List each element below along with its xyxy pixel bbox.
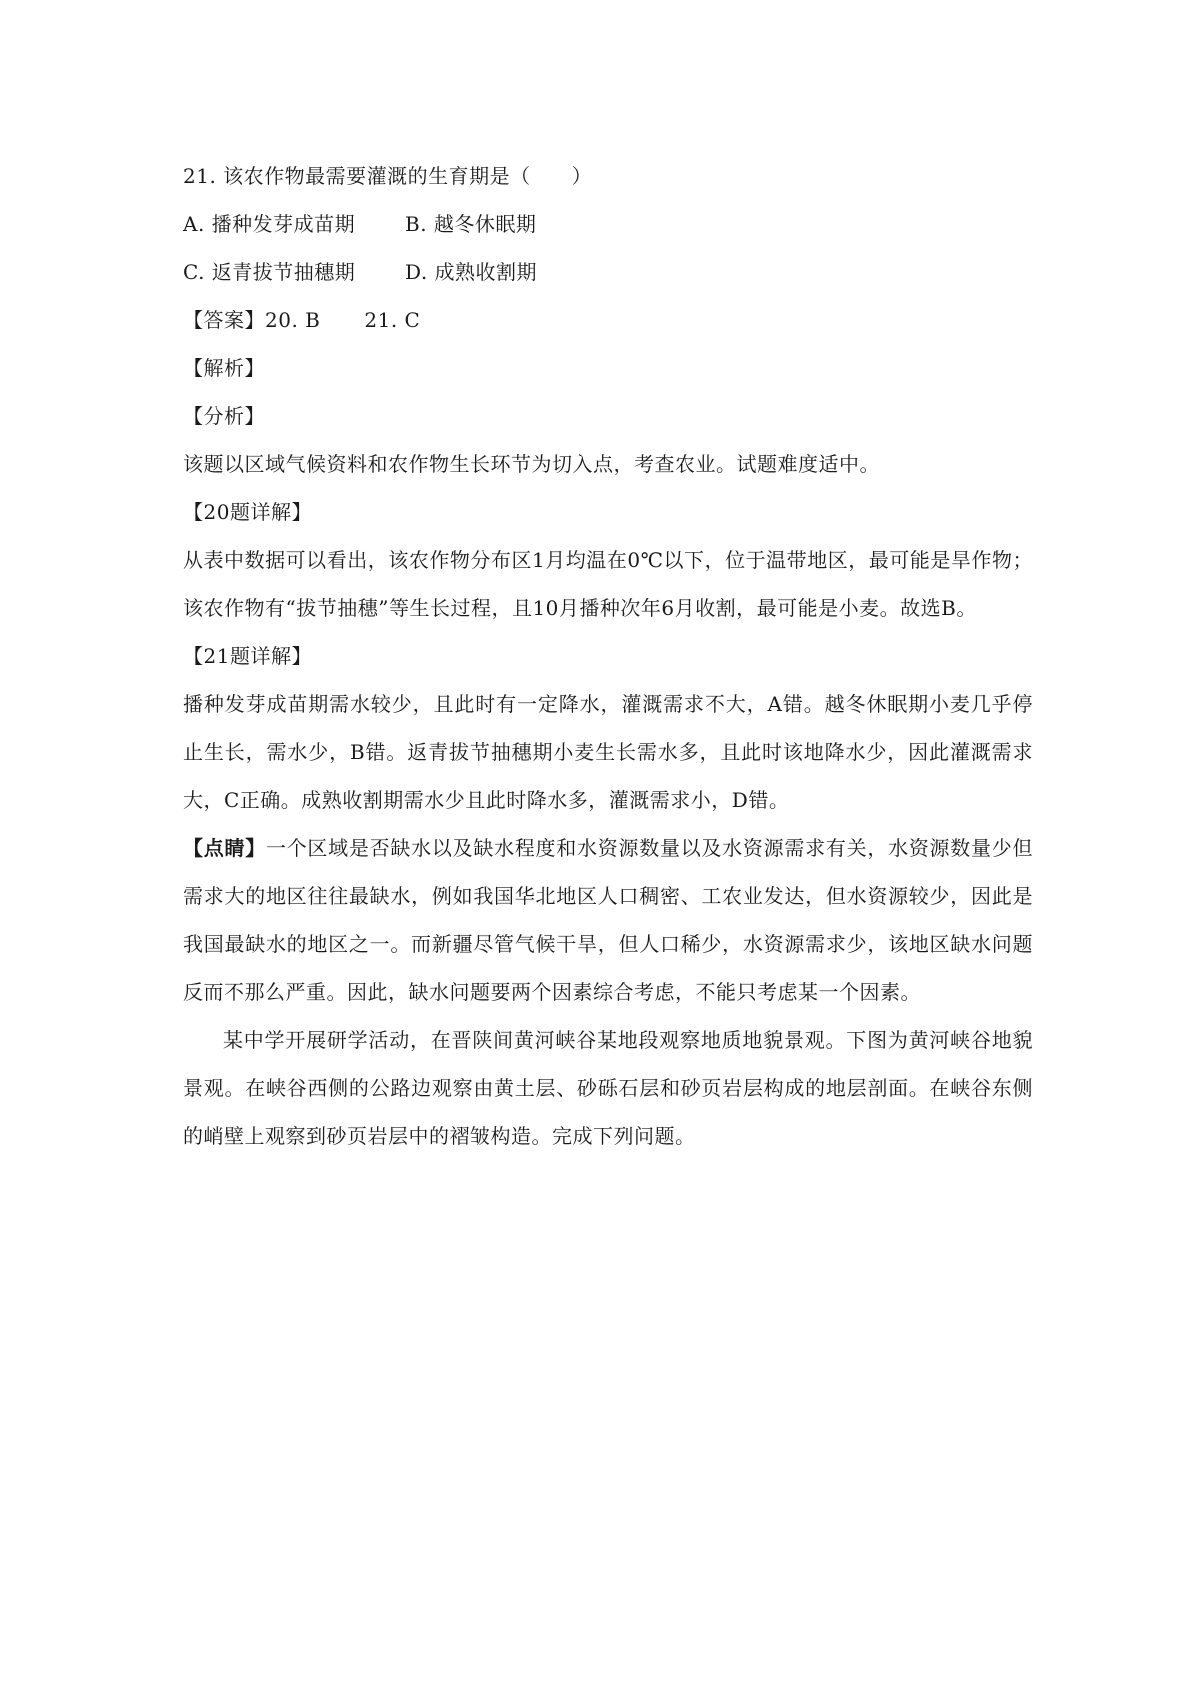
- question-21-options-row-1: [183, 200, 1033, 248]
- fenxi-text: 该题以区域气候资料和农作物生长环节为切入点，考查农业。试题难度适中。: [183, 452, 880, 476]
- option-a: A. 播种发芽成苗期: [183, 212, 356, 236]
- analysis-heading: 【解析】: [183, 356, 265, 380]
- detail-20-text: 从表中数据可以看出，该农作物分布区1月均温在0℃以下，位于温带地区，最可能是旱作物；该农作物有“拔节抽穗”等生长过程，且10月播种次年6月收割，最可能是小麦。故选B。: [183, 548, 1033, 620]
- detail-21-heading: 【21题详解】: [183, 644, 312, 668]
- dianjing-label: 【点睛】: [183, 836, 266, 860]
- answer-label: 【答案】: [183, 308, 265, 332]
- document-page: [183, 152, 1033, 1160]
- intro-paragraph: 某中学开展研学活动，在晋陕间黄河峡谷某地段观察地质地貌景观。下图为黄河峡谷地貌景观。在峡谷西侧的公路边观察由黄土层、砂砾石层和砂页岩层构成的地层剖面。在峡谷东侧的峭壁上观察到砂页岩层中的褶皱构造。完成下列问题。: [183, 1028, 1033, 1148]
- option-b: B. 越冬休眠期: [405, 212, 537, 236]
- option-d: D. 成熟收割期: [405, 260, 538, 284]
- dianjing-text: 一个区域是否缺水以及缺水程度和水资源数量以及水资源需求有关，水资源数量少但需求大的地区往往最缺水，例如我国华北地区人口稠密、工农业发达，但水资源较少，因此是我国最缺水的地区之一。而新疆尽管气候干旱，但人口稀少，水资源需求少，该地区缺水问题反而不那么严重。因此，缺水问题要两个因素综合考虑，不能只考虑某一个因素。: [183, 836, 1034, 1004]
- detail-20-heading: 【20题详解】: [183, 500, 312, 524]
- answer-item-21: 21. C: [364, 308, 421, 332]
- question-21-stem: 21. 该农作物最需要灌溉的生育期是（ ）: [183, 164, 593, 188]
- fenxi-heading: 【分析】: [183, 404, 265, 428]
- detail-21-text: 播种发芽成苗期需水较少，且此时有一定降水，灌溉需求不大，A错。越冬休眠期小麦几乎停止生长，需水少，B错。返青拔节抽穗期小麦生长需水多，且此时该地降水少，因此灌溉需求大，C正确。成熟收割期需水少且此时降水多，灌溉需求小，D错。: [183, 692, 1033, 812]
- question-21-options-row-2: [183, 248, 1033, 296]
- answer-item-20: 20. B: [265, 308, 321, 332]
- option-c: C. 返青拔节抽穗期: [183, 260, 356, 284]
- answer-line: [183, 296, 1033, 344]
- dianjing-paragraph: [183, 824, 1033, 1016]
